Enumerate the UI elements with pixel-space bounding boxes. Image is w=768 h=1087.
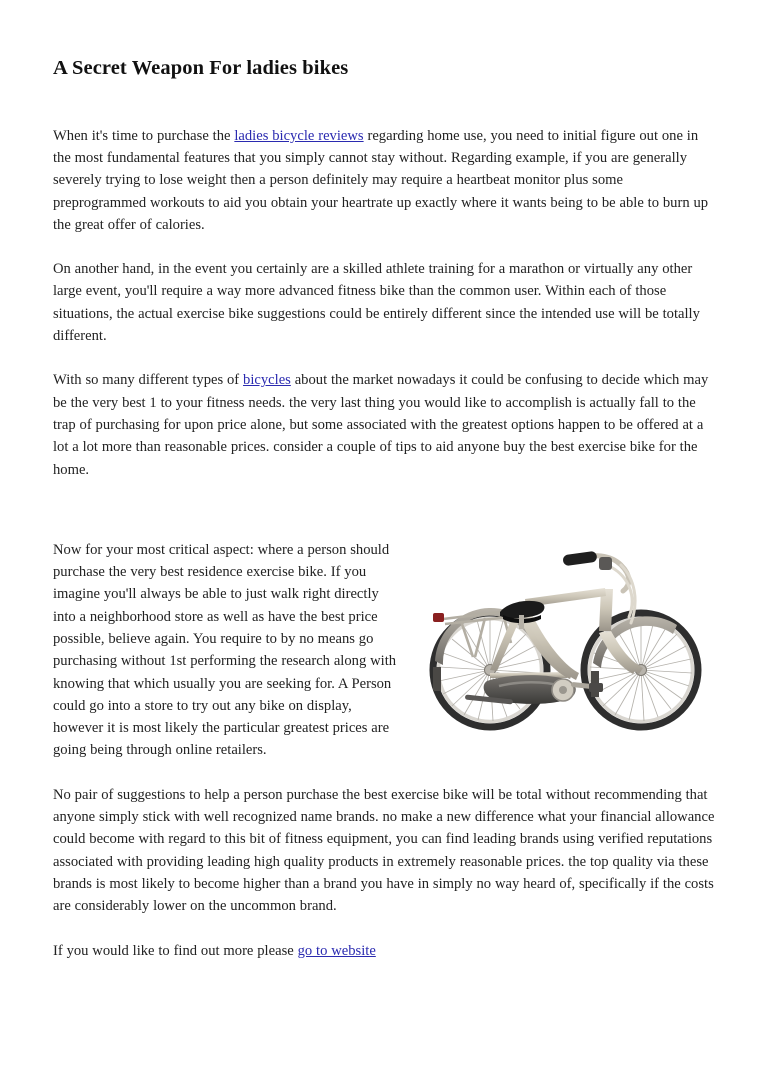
pedal (589, 683, 603, 692)
document-body (53, 125, 715, 962)
layout-spacer (53, 503, 715, 539)
link-bicycles[interactable]: bicycles (243, 372, 291, 389)
paragraph-5 (53, 784, 715, 918)
paragraph-1-text-a: When it's time to purchase the (53, 127, 235, 144)
bicycle-product-image (415, 539, 715, 744)
paragraph-5-text: No pair of suggestions to help a person purchase the best exercise bike will be total without recommending that anyone simply stick with well recognized name brands. no make a new difference what your financial allowance could become with regard to this bit of fitness equipment, you can find leading brands using verified reputations associated with providing leading high quality products in extremely reasonable prices. the top quality via these brands is most likely to become higher than a brand you have in simply no way heard of, specifically if the costs are considerably lower on the uncommon brand. (53, 786, 715, 915)
paragraph-4-text: Now for your most critical aspect: where a person should purchase the very best residence exercise bike. If you imagine you'll always be able to just walk right directly into a neighborhood store as well as have the best price possible, believe again. You require to by no means go purchasing without 1st performing the research along with knowing that which usually you are seeking for. A Person could go into a store to try out any bike on display, however it is most likely the particular greatest prices are going being through online retailers. (53, 541, 397, 759)
paragraph-3-text-a: With so many different types of (53, 372, 244, 389)
link-ladies-bicycle-reviews[interactable]: ladies bicycle reviews (234, 127, 364, 144)
link-go-to-website[interactable]: go to website (297, 942, 376, 959)
paragraph-1 (53, 125, 715, 236)
paragraph-3 (53, 369, 715, 480)
bicycle-illustration (415, 539, 715, 744)
seat-post (519, 615, 524, 629)
paragraph-2-text: On another hand, in the event you certainly are a skilled athlete training for a marathon or virtually any other large event, you'll require a way more advanced fitness bike than the common user. Within each of those situations, the actual exercise bike suggestions could be entirely different since the intended use will be totally different. (53, 261, 700, 345)
page-title: A Secret Weapon For ladies bikes (53, 57, 349, 79)
paragraph-3-text-b: about the market nowadays it could be confusing to decide which may be the very best 1 to your fitness needs. the very last thing you would like to accomplish is actually fall to the trap of purchasing for upon price alone, but some associated with the greatest options happen to be offered at a lot a lot more than reasonable prices. consider a couple of tips to aid anyone buy the best exercise bike for the home. (53, 372, 709, 478)
rear-reflector (433, 613, 444, 622)
paragraph-6-text: If you would like to find out more please (53, 942, 298, 959)
paragraph-6 (53, 940, 715, 962)
brake-lever (599, 557, 612, 570)
paragraph-1-text-b: regarding home use, you need to initial figure out one in the most fundamental features that you simply cannot stay without. Regarding example, if you are generally severely trying to lose weight then a person definitely may require a heartbeat monitor plus some preprogrammed workouts to aid you obtain your heartrate up exactly where it wants being to be able to burn up the great offer of calories. (53, 127, 709, 233)
paragraph-2 (53, 258, 715, 347)
